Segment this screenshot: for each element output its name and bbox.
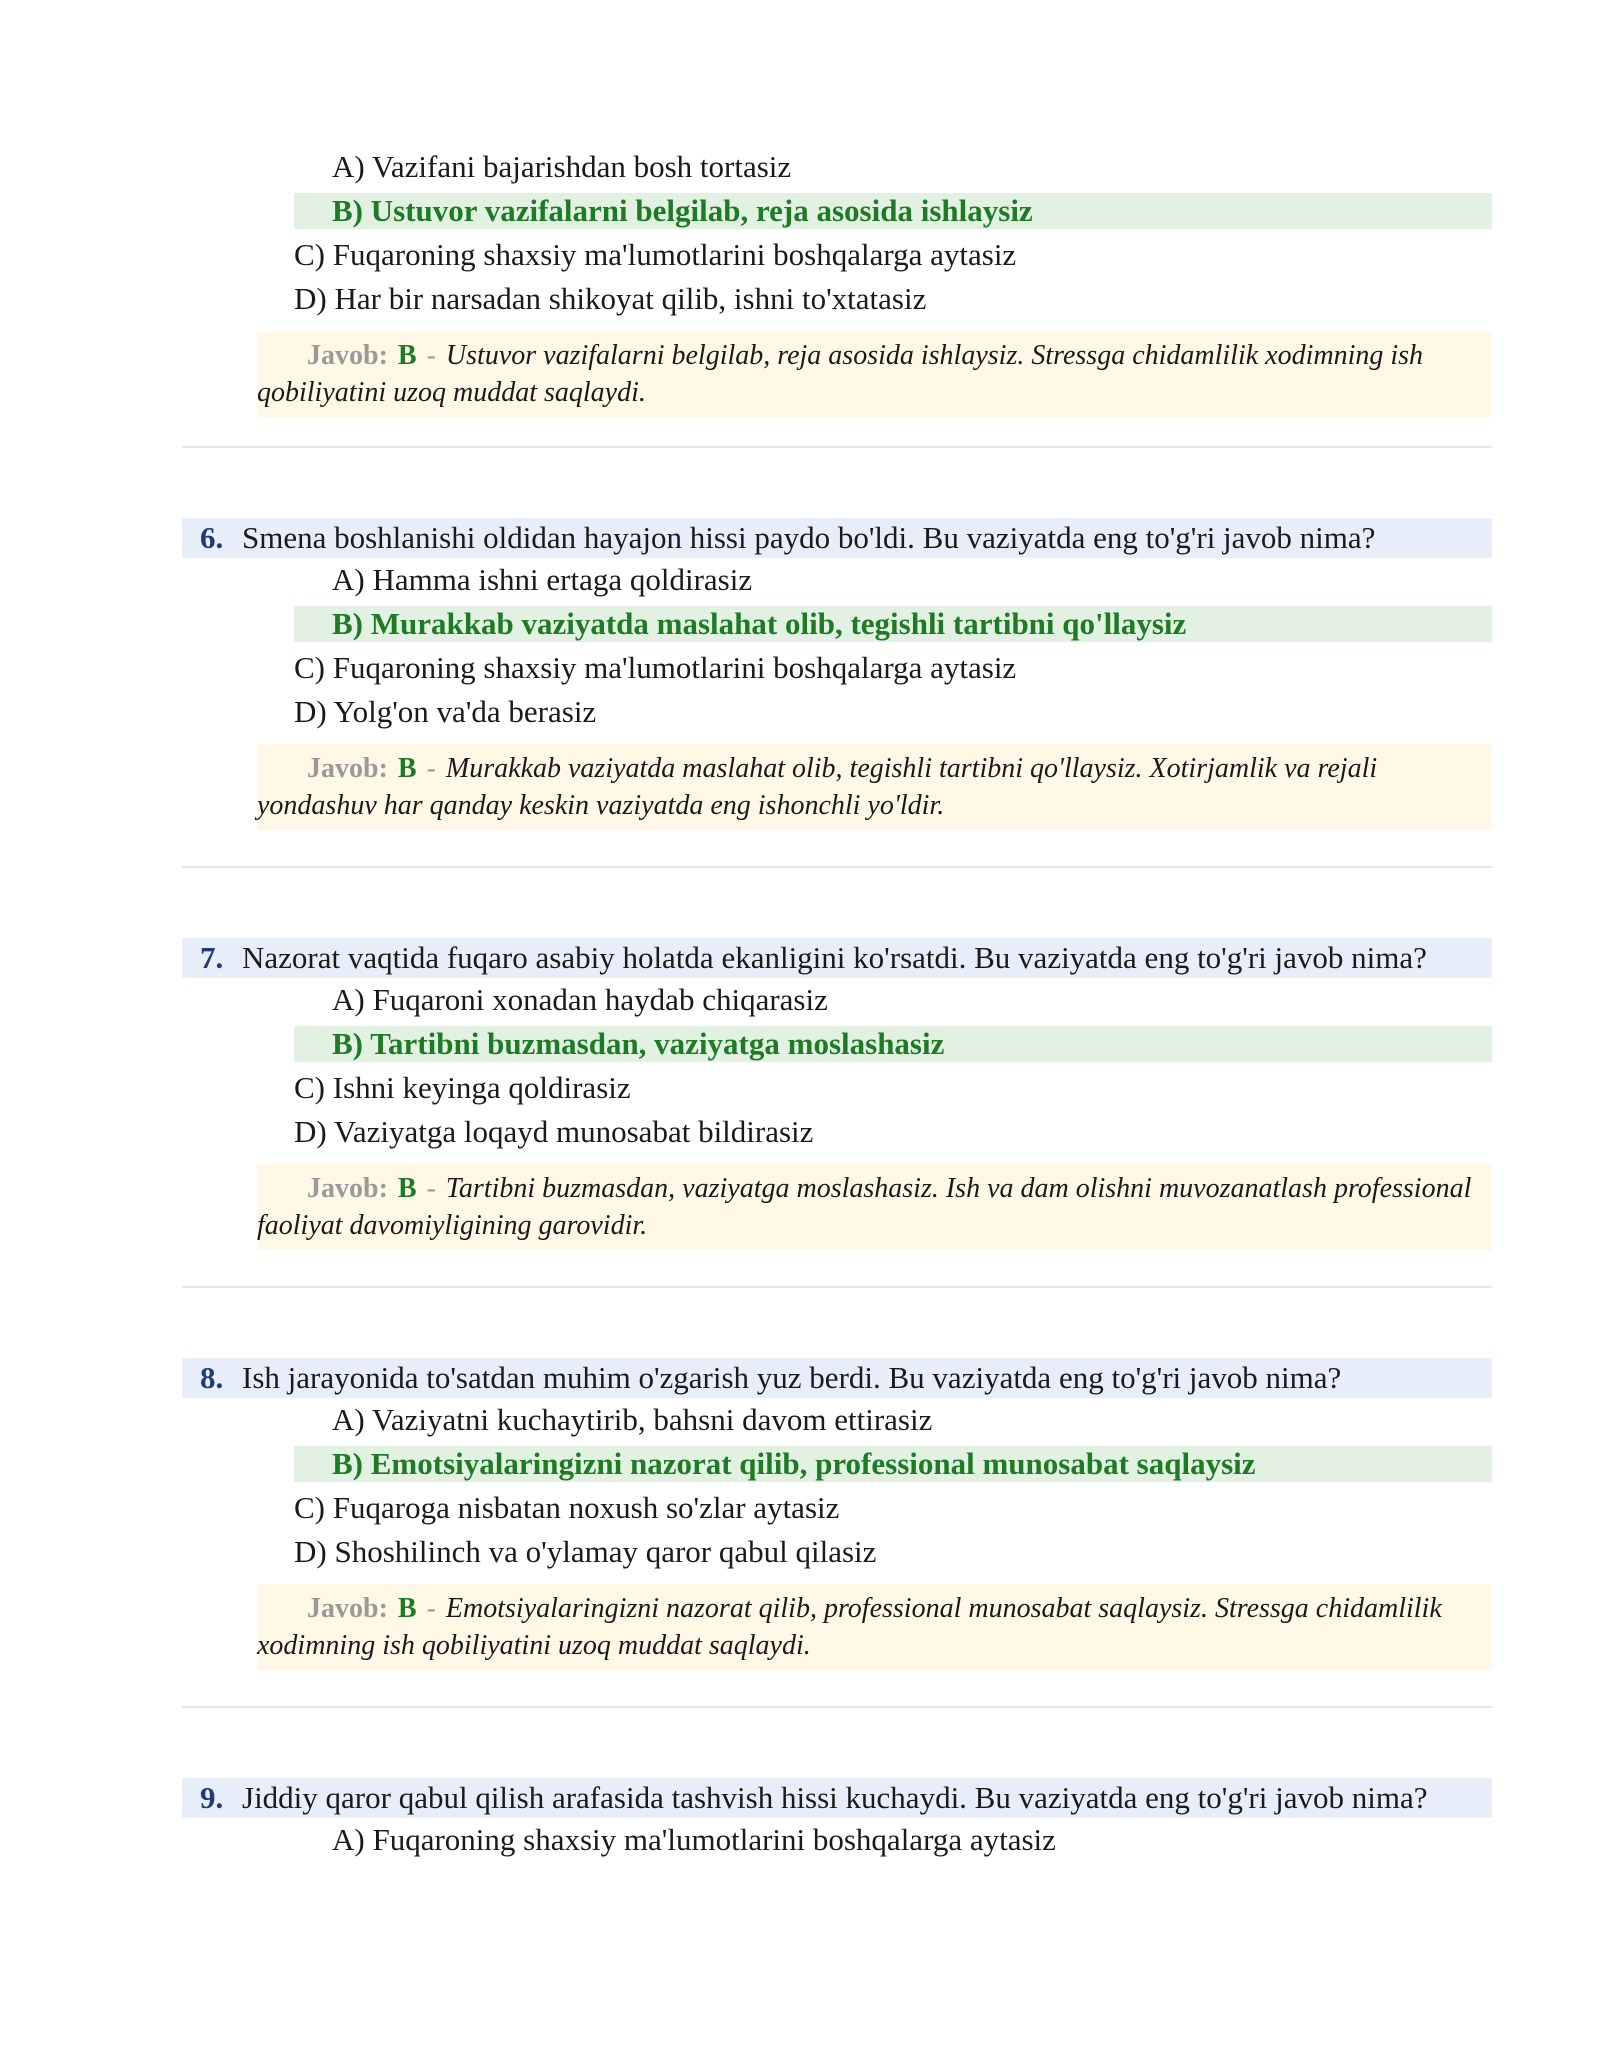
question-block-5-continued	[182, 145, 1492, 417]
question-block-7	[182, 938, 1492, 1250]
divider	[182, 866, 1492, 868]
answer-letter: B	[397, 1173, 417, 1204]
option-text: Yolg'on va'da berasiz	[333, 694, 597, 729]
question-text: Ish jarayonida to'satdan muhim o'zgarish yuz berdi. Bu vaziyatda eng to'g'ri javob nima?	[242, 1360, 1342, 1395]
option-text: Hamma ishni ertaga qoldirasiz	[372, 562, 753, 597]
question-header	[182, 1778, 1492, 1818]
question-block-9	[182, 1778, 1492, 1862]
answer-label: Javob:	[307, 1173, 388, 1204]
option-d	[182, 277, 1492, 321]
option-a	[182, 978, 1492, 1022]
option-text: Fuqaroni xonadan haydab chiqarasiz	[372, 982, 828, 1017]
option-text: Murakkab vaziyatda maslahat olib, tegishli tartibni qo'llaysiz	[370, 606, 1187, 641]
divider	[182, 1706, 1492, 1708]
answer-letter: B	[397, 340, 417, 371]
option-c	[182, 646, 1492, 690]
answer-dash: -	[426, 1173, 436, 1204]
option-letter: A)	[332, 1402, 365, 1437]
option-a	[182, 558, 1492, 602]
question-number: 8.	[200, 1360, 224, 1395]
option-letter: A)	[332, 149, 365, 184]
question-header	[182, 938, 1492, 978]
question-text: Jiddiy qaror qabul qilish arafasida tashvish hissi kuchaydi. Bu vaziyatda eng to'g'ri javob nima?	[242, 1780, 1428, 1815]
answer-box	[257, 331, 1492, 417]
option-letter: A)	[332, 982, 365, 1017]
option-c	[182, 233, 1492, 277]
option-a	[182, 1398, 1492, 1442]
answer-dash: -	[426, 1593, 436, 1624]
answer-box	[257, 1164, 1492, 1250]
option-letter: D)	[294, 1114, 327, 1149]
answer-box	[257, 1584, 1492, 1670]
answer-letter: B	[397, 753, 417, 784]
question-block-8	[182, 1358, 1492, 1670]
option-d	[182, 1110, 1492, 1154]
answer-label: Javob:	[307, 340, 388, 371]
question-number: 7.	[200, 940, 224, 975]
option-a	[182, 145, 1492, 189]
option-text: Vaziyatga loqayd munosabat bildirasiz	[333, 1114, 814, 1149]
answer-explanation: Emotsiyalaringizni nazorat qilib, professional munosabat saqlaysiz. Stressga chidamlilik xodimning ish qobiliyatini uzoq muddat saqlaydi.	[257, 1593, 1442, 1661]
option-text: Tartibni buzmasdan, vaziyatga moslashasiz	[370, 1026, 945, 1061]
option-text: Vaziyatni kuchaytirib, bahsni davom ettirasiz	[371, 1402, 933, 1437]
option-b-correct	[294, 606, 1492, 642]
answer-explanation: Ustuvor vazifalarni belgilab, reja asosida ishlaysiz. Stressga chidamlilik xodimning ish qobiliyatini uzoq muddat saqlaydi.	[257, 340, 1424, 408]
option-letter: B)	[332, 606, 363, 641]
answer-label: Javob:	[307, 1593, 388, 1624]
question-header	[182, 1358, 1492, 1398]
question-header	[182, 518, 1492, 558]
option-letter: C)	[294, 237, 325, 272]
answer-label: Javob:	[307, 753, 388, 784]
option-letter: D)	[294, 281, 327, 316]
answer-box	[257, 744, 1492, 830]
answer-explanation: Tartibni buzmasdan, vaziyatga moslashasiz. Ish va dam olishni muvozanatlash professional faoliyat davomiyligining garovidir.	[257, 1173, 1472, 1241]
option-letter: B)	[332, 1446, 363, 1481]
option-text: Fuqaroning shaxsiy ma'lumotlarini boshqalarga aytasiz	[332, 237, 1017, 272]
option-b-correct	[294, 193, 1492, 229]
option-letter: C)	[294, 1070, 325, 1105]
option-b-correct	[294, 1026, 1492, 1062]
divider	[182, 446, 1492, 448]
divider	[182, 1286, 1492, 1288]
option-text: Fuqaroga nisbatan noxush so'zlar aytasiz	[332, 1490, 840, 1525]
option-text: Vazifani bajarishdan bosh tortasiz	[371, 149, 792, 184]
answer-explanation: Murakkab vaziyatda maslahat olib, tegishli tartibni qo'llaysiz. Xotirjamlik va rejali yondashuv har qanday keskin vaziyatda eng ishonchli yo'ldir.	[257, 753, 1378, 821]
option-d	[182, 690, 1492, 734]
option-text: Fuqaroning shaxsiy ma'lumotlarini boshqalarga aytasiz	[372, 1822, 1056, 1857]
option-letter: B)	[332, 1026, 363, 1061]
option-c	[182, 1486, 1492, 1530]
option-letter: A)	[332, 1822, 365, 1857]
option-letter: A)	[332, 562, 365, 597]
option-text: Emotsiyalaringizni nazorat qilib, professional munosabat saqlaysiz	[370, 1446, 1256, 1481]
option-text: Har bir narsadan shikoyat qilib, ishni to'xtatasiz	[334, 281, 927, 316]
question-text: Smena boshlanishi oldidan hayajon hissi paydo bo'ldi. Bu vaziyatda eng to'g'ri javob nima?	[242, 520, 1376, 555]
question-number: 9.	[200, 1780, 224, 1815]
option-c	[182, 1066, 1492, 1110]
option-text: Fuqaroning shaxsiy ma'lumotlarini boshqalarga aytasiz	[332, 650, 1017, 685]
option-letter: C)	[294, 650, 325, 685]
option-b-correct	[294, 1446, 1492, 1482]
answer-dash: -	[426, 753, 436, 784]
option-letter: B)	[332, 193, 363, 228]
option-letter: D)	[294, 1534, 327, 1569]
answer-letter: B	[397, 1593, 417, 1624]
option-a	[182, 1818, 1492, 1862]
option-letter: C)	[294, 1490, 325, 1525]
question-block-6	[182, 518, 1492, 830]
question-number: 6.	[200, 520, 224, 555]
question-text: Nazorat vaqtida fuqaro asabiy holatda ekanligini ko'rsatdi. Bu vaziyatda eng to'g'ri javob nima?	[242, 940, 1427, 975]
option-letter: D)	[294, 694, 327, 729]
option-d	[182, 1530, 1492, 1574]
option-text: Ustuvor vazifalarni belgilab, reja asosida ishlaysiz	[370, 193, 1033, 228]
answer-dash: -	[426, 340, 436, 371]
option-text: Ishni keyinga qoldirasiz	[332, 1070, 631, 1105]
option-text: Shoshilinch va o'ylamay qaror qabul qilasiz	[334, 1534, 877, 1569]
